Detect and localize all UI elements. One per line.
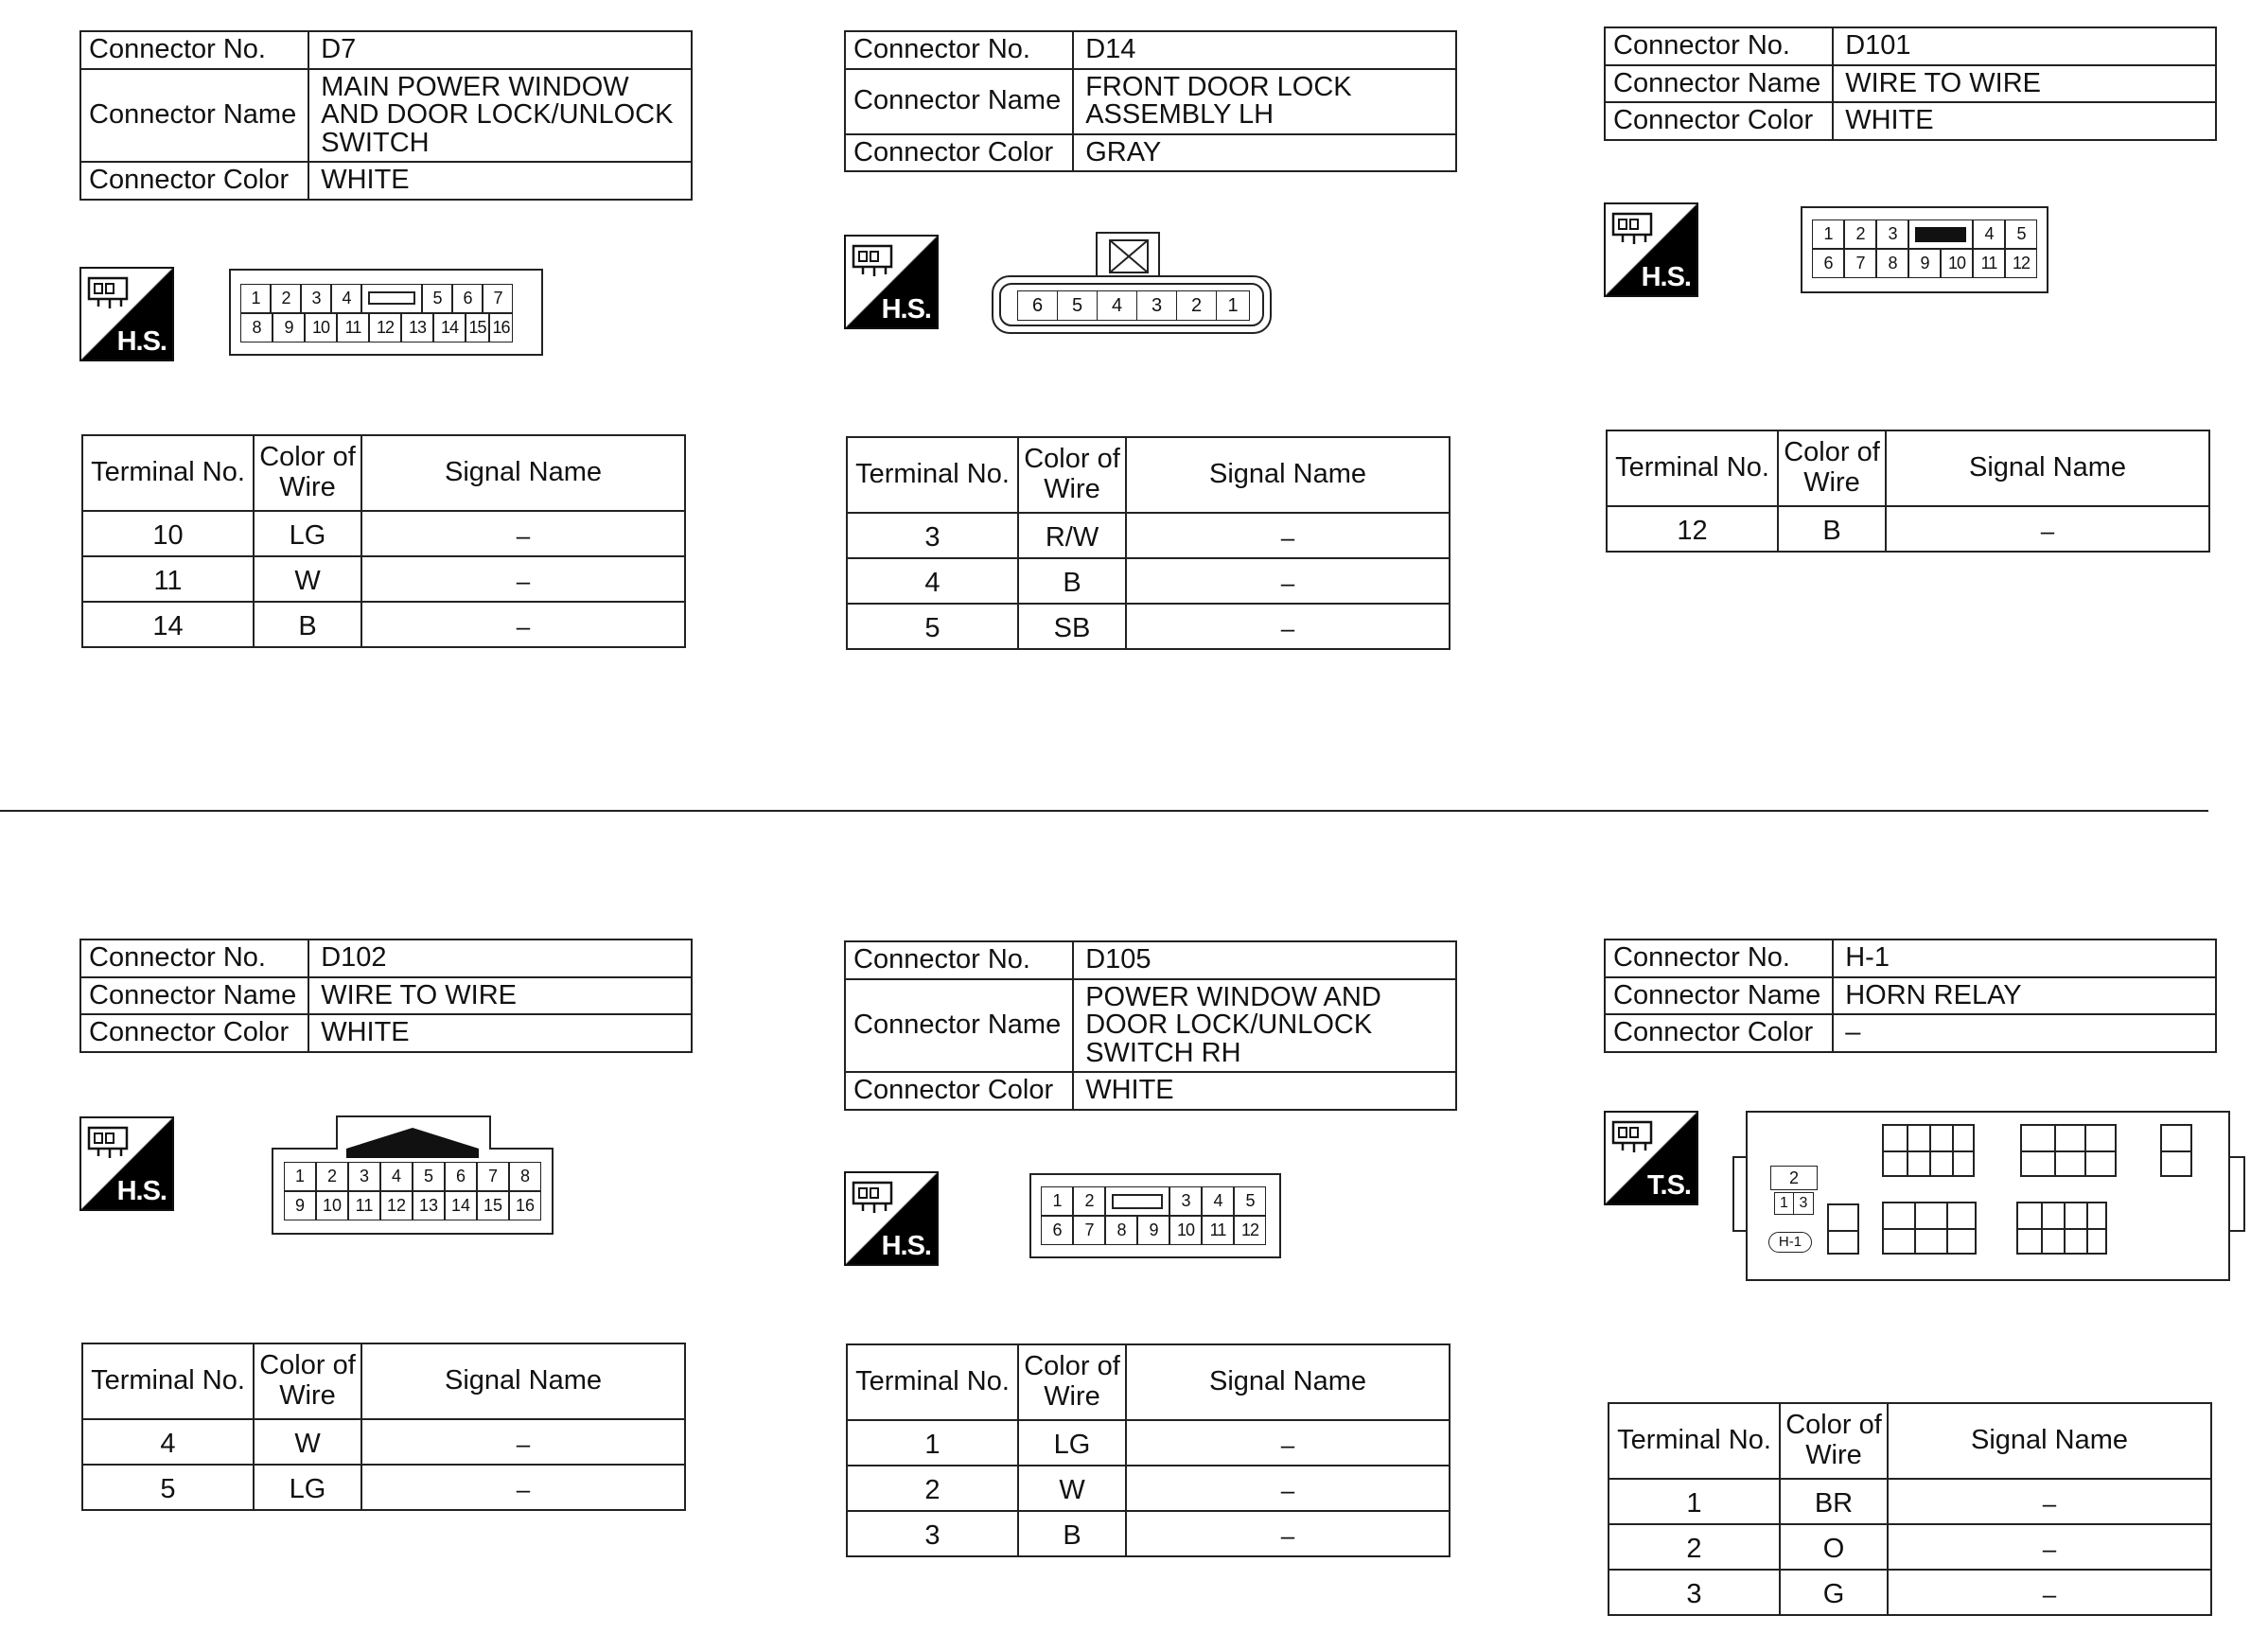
connector-no-value: D102 — [308, 939, 692, 977]
connector-name-line: WIRE TO WIRE — [1845, 67, 2041, 98]
pin: 12 — [1234, 1216, 1266, 1245]
signal-name-cell: – — [1888, 1570, 2211, 1615]
key-cell — [1908, 219, 1973, 249]
pin: 8 — [509, 1162, 541, 1191]
connector-name-value — [1073, 979, 1456, 1073]
pin: 3 — [1876, 219, 1908, 249]
connector-color-value: WHITE — [308, 1014, 692, 1052]
connector-no-value: D105 — [1073, 941, 1456, 979]
connector-info-table — [844, 940, 1457, 1111]
relay-pin-block — [1770, 1166, 1818, 1219]
signal-name-header: Signal Name — [1126, 437, 1450, 513]
connector-name-label: Connector Name — [845, 979, 1073, 1073]
signal-name-cell: – — [361, 1419, 685, 1465]
pin: 1 — [240, 284, 271, 313]
hs-label: H.S. — [881, 1231, 931, 1261]
pin: 15 — [477, 1191, 509, 1220]
connector-name-value — [308, 977, 692, 1015]
pin: 10 — [316, 1191, 348, 1220]
connector-info-table — [79, 30, 693, 201]
pin: 6 — [452, 284, 483, 313]
harness-side-icon — [844, 1171, 939, 1266]
connector-plug-icon — [1611, 210, 1661, 248]
connector-plug-icon — [852, 1179, 901, 1217]
pin: 10 — [305, 313, 337, 342]
pin: 1 — [1775, 1193, 1794, 1214]
connector-no-value: D101 — [1833, 27, 2216, 65]
terminal-no-cell: 5 — [847, 604, 1018, 649]
connector-no-label: Connector No. — [1605, 939, 1833, 977]
wire-color-cell: W — [254, 556, 361, 602]
key-cell — [1105, 1186, 1169, 1216]
hs-label: H.S. — [116, 1176, 167, 1206]
pin: 8 — [240, 313, 273, 342]
relay-slot — [1882, 1124, 1975, 1177]
wire-color-cell: W — [254, 1419, 361, 1465]
signal-name-cell: – — [1126, 1511, 1450, 1556]
pin: 8 — [1876, 249, 1908, 278]
connector-face-diagram — [271, 1113, 556, 1238]
connector-color-value: WHITE — [1073, 1072, 1456, 1110]
key-cell — [361, 284, 422, 313]
signal-name-cell: – — [1126, 1420, 1450, 1466]
connector-no-label: Connector No. — [1605, 27, 1833, 65]
pin: 3 — [1137, 290, 1177, 321]
connector-name-label: Connector Name — [80, 977, 308, 1015]
signal-name-header: Signal Name — [361, 1343, 685, 1419]
relay-block-diagram — [1732, 1111, 2247, 1281]
pin: 6 — [1812, 249, 1844, 278]
section-divider — [0, 810, 2208, 812]
terminal-no-cell: 4 — [847, 558, 1018, 604]
pin: 5 — [2005, 219, 2037, 249]
pin: 10 — [1169, 1216, 1202, 1245]
pin: 1 — [1227, 295, 1239, 316]
connector-name-line: DOOR LOCK/UNLOCK — [1085, 1010, 1373, 1041]
pin: 12 — [380, 1191, 413, 1220]
terminal-no-cell: 12 — [1607, 506, 1778, 552]
pin: 2 — [1073, 1186, 1105, 1216]
connector-color-label: Connector Color — [1605, 102, 1833, 140]
relay-side-tab — [1732, 1156, 1748, 1232]
color-of-wire-header: Color of Wire — [1018, 1344, 1126, 1420]
table-row — [847, 604, 1450, 649]
pin: 9 — [284, 1191, 316, 1220]
signal-name-cell: – — [1126, 558, 1450, 604]
pin: 9 — [1908, 249, 1941, 278]
signal-name-cell: – — [1126, 604, 1450, 649]
terminal-no-cell: 11 — [82, 556, 254, 602]
connector-panel-d105 — [844, 940, 1457, 1551]
connector-color-value: GRAY — [1073, 134, 1456, 172]
terminal-no-cell: 1 — [1609, 1479, 1780, 1524]
wire-color-cell: O — [1780, 1524, 1888, 1570]
terminal-no-cell: 3 — [1609, 1570, 1780, 1615]
pin: 7 — [1073, 1216, 1105, 1245]
signal-name-header: Signal Name — [1886, 430, 2209, 506]
terminal-no-header: Terminal No. — [82, 435, 254, 511]
pin: 1 — [1041, 1186, 1073, 1216]
terminal-no-header: Terminal No. — [1607, 430, 1778, 506]
pin: 4 — [331, 284, 361, 313]
pin: 2 — [1770, 1166, 1818, 1190]
relay-slot — [1882, 1202, 1977, 1255]
terminal-no-cell: 2 — [1609, 1524, 1780, 1570]
connector-face-diagram — [229, 269, 543, 356]
hs-label: H.S. — [1641, 262, 1691, 292]
terminal-no-header: Terminal No. — [847, 437, 1018, 513]
pin: 5 — [1234, 1186, 1266, 1216]
connector-panel-d102 — [79, 939, 693, 1504]
relay-pin-row — [1774, 1192, 1814, 1215]
table-row — [82, 602, 685, 647]
pin: 9 — [273, 313, 305, 342]
pin: 6 — [1041, 1216, 1073, 1245]
pin: 12 — [369, 313, 401, 342]
connector-no-label: Connector No. — [845, 31, 1073, 69]
connector-no-label: Connector No. — [80, 31, 308, 69]
pin: 12 — [2005, 249, 2037, 278]
connector-info-table — [1604, 939, 2217, 1053]
color-of-wire-header: Color of Wire — [1780, 1403, 1888, 1479]
terminal-no-cell: 14 — [82, 602, 254, 647]
pin: 15 — [466, 313, 489, 342]
table-row — [1607, 506, 2209, 552]
pin: 5 — [413, 1162, 445, 1191]
terminal-no-header: Terminal No. — [847, 1344, 1018, 1420]
connector-name-line: SWITCH RH — [1085, 1037, 1241, 1068]
pin: 14 — [445, 1191, 477, 1220]
pin: 4 — [1973, 219, 2005, 249]
table-row — [847, 1511, 1450, 1556]
pin: 3 — [1799, 1195, 1808, 1211]
pin: 16 — [489, 313, 513, 342]
pin-row — [1017, 290, 1250, 321]
relay-slot — [2020, 1124, 2117, 1177]
signal-name-header: Signal Name — [361, 435, 685, 511]
connector-panel-h1 — [1604, 939, 2217, 1609]
connector-face-diagram — [1029, 1173, 1281, 1258]
table-row — [847, 1466, 1450, 1511]
connector-color-label: Connector Color — [80, 1014, 308, 1052]
wire-color-cell: LG — [254, 1465, 361, 1510]
pin: 3 — [1169, 1186, 1202, 1216]
pin: 7 — [483, 284, 513, 313]
connector-plug-icon — [1611, 1118, 1661, 1156]
relay-slot — [2016, 1202, 2107, 1255]
connector-name-label: Connector Name — [845, 69, 1073, 134]
wire-color-cell: B — [1778, 506, 1886, 552]
pin: 13 — [413, 1191, 445, 1220]
pin: 8 — [1105, 1216, 1137, 1245]
connector-name-label: Connector Name — [1605, 977, 1833, 1015]
table-row — [82, 1419, 685, 1465]
table-row — [82, 511, 685, 556]
connector-info-table — [79, 939, 693, 1053]
harness-side-icon — [79, 1116, 174, 1211]
connector-color-label: Connector Color — [80, 162, 308, 200]
terminal-table — [846, 436, 1450, 650]
pin: 3 — [301, 284, 331, 313]
pin: 7 — [477, 1162, 509, 1191]
key-slot-filled — [1915, 227, 1966, 242]
signal-name-cell: – — [361, 602, 685, 647]
terminal-table — [81, 1343, 686, 1511]
wire-color-cell: G — [1780, 1570, 1888, 1615]
table-row — [1609, 1570, 2211, 1615]
key-slot — [1112, 1194, 1163, 1209]
harness-side-icon — [844, 235, 939, 329]
table-row — [82, 556, 685, 602]
connector-plug-icon — [852, 242, 901, 280]
table-row — [847, 513, 1450, 558]
signal-name-cell: – — [1126, 513, 1450, 558]
pin: 14 — [433, 313, 466, 342]
pin: 11 — [1202, 1216, 1234, 1245]
pin: 11 — [348, 1191, 380, 1220]
connector-name-line: ASSEMBLY LH — [1085, 99, 1275, 131]
connector-color-label: Connector Color — [1605, 1014, 1833, 1052]
connector-info-table — [844, 30, 1457, 172]
color-of-wire-header: Color of Wire — [254, 1343, 361, 1419]
signal-name-cell: – — [361, 556, 685, 602]
terminal-table — [846, 1343, 1450, 1557]
terminal-no-header: Terminal No. — [1609, 1403, 1780, 1479]
connector-plug-icon — [87, 274, 136, 312]
terminal-no-cell: 1 — [847, 1420, 1018, 1466]
signal-name-cell: – — [1886, 506, 2209, 552]
connector-plug-icon — [87, 1124, 136, 1162]
table-row — [1609, 1479, 2211, 1524]
connector-name-line: WIRE TO WIRE — [321, 979, 517, 1010]
pin: 3 — [348, 1162, 380, 1191]
color-of-wire-header: Color of Wire — [1018, 437, 1126, 513]
hs-label: H.S. — [116, 326, 167, 357]
connector-name-label: Connector Name — [1605, 65, 1833, 103]
relay-side-tab — [2228, 1156, 2245, 1232]
pin: 2 — [316, 1162, 348, 1191]
pin: 4 — [380, 1162, 413, 1191]
terminal-table — [1608, 1402, 2212, 1616]
connector-name-line: SWITCH — [321, 127, 430, 158]
pin: 5 — [1058, 290, 1098, 321]
table-row — [847, 558, 1450, 604]
wire-color-cell: LG — [254, 511, 361, 556]
signal-name-cell: – — [361, 511, 685, 556]
connector-color-label: Connector Color — [845, 1072, 1073, 1110]
harness-side-icon — [79, 267, 174, 361]
terminal-no-cell: 5 — [82, 1465, 254, 1510]
terminal-no-cell: 2 — [847, 1466, 1018, 1511]
pin: 2 — [1844, 219, 1876, 249]
pin: 5 — [422, 284, 452, 313]
pin: 1 — [1812, 219, 1844, 249]
pin: 6 — [1018, 290, 1058, 321]
connector-name-value — [1833, 977, 2216, 1015]
wire-color-cell: B — [254, 602, 361, 647]
harness-side-icon — [1604, 202, 1698, 297]
terminal-side-icon — [1604, 1111, 1698, 1205]
table-row — [82, 1465, 685, 1510]
signal-name-cell: – — [1126, 1466, 1450, 1511]
pin: 1 — [284, 1162, 316, 1191]
connector-face-diagram — [1801, 206, 2048, 293]
relay-block-outline — [1746, 1111, 2230, 1281]
connector-housing-outline — [991, 231, 1275, 344]
signal-name-cell: – — [1888, 1524, 2211, 1570]
wire-color-cell: B — [1018, 1511, 1126, 1556]
wire-color-cell: SB — [1018, 604, 1126, 649]
signal-name-header: Signal Name — [1126, 1344, 1450, 1420]
pin: 10 — [1941, 249, 1973, 278]
connector-panel-d7 — [79, 30, 693, 641]
connector-name-line: MAIN POWER WINDOW — [321, 71, 629, 102]
connector-face-diagram — [991, 231, 1275, 344]
wire-color-cell: W — [1018, 1466, 1126, 1511]
pin: 16 — [509, 1191, 541, 1220]
connector-color-label: Connector Color — [845, 134, 1073, 172]
pin: 4 — [1202, 1186, 1234, 1216]
terminal-no-cell: 4 — [82, 1419, 254, 1465]
color-of-wire-header: Color of Wire — [254, 435, 361, 511]
relay-slot — [1827, 1203, 1859, 1255]
relay-position-label: H-1 — [1768, 1232, 1812, 1253]
terminal-table — [1606, 430, 2210, 553]
terminal-no-cell: 3 — [847, 513, 1018, 558]
connector-color-value: WHITE — [1833, 102, 2216, 140]
hs-label: H.S. — [881, 294, 931, 325]
signal-name-cell: – — [1888, 1479, 2211, 1524]
connector-color-value: WHITE — [308, 162, 692, 200]
pin: 13 — [401, 313, 433, 342]
connector-no-label: Connector No. — [80, 939, 308, 977]
terminal-no-cell: 3 — [847, 1511, 1018, 1556]
connector-panel-d101 — [1604, 26, 2217, 546]
terminal-table — [81, 434, 686, 648]
connector-info-table — [1604, 26, 2217, 141]
table-row — [847, 1420, 1450, 1466]
pin: 6 — [445, 1162, 477, 1191]
terminal-no-cell: 10 — [82, 511, 254, 556]
pin: 11 — [1973, 249, 2005, 278]
connector-name-line: HORN RELAY — [1845, 979, 2022, 1010]
connector-name-label: Connector Name — [80, 69, 308, 163]
signal-name-cell: – — [361, 1465, 685, 1510]
connector-name-value — [1073, 69, 1456, 134]
wire-color-cell: LG — [1018, 1420, 1126, 1466]
connector-name-value — [1833, 65, 2216, 103]
connector-no-label: Connector No. — [845, 941, 1073, 979]
connector-no-value: H-1 — [1833, 939, 2216, 977]
wire-color-cell: B — [1018, 558, 1126, 604]
connector-name-line: POWER WINDOW AND — [1085, 981, 1381, 1012]
ts-label: T.S. — [1647, 1170, 1691, 1201]
pin: 2 — [1177, 290, 1217, 321]
pin: 7 — [1844, 249, 1876, 278]
signal-name-header: Signal Name — [1888, 1403, 2211, 1479]
connector-name-value — [308, 69, 692, 163]
wire-color-cell: BR — [1780, 1479, 1888, 1524]
connector-panel-d14 — [844, 30, 1457, 643]
color-of-wire-header: Color of Wire — [1778, 430, 1886, 506]
relay-slot — [2160, 1124, 2192, 1177]
pin: 9 — [1137, 1216, 1169, 1245]
table-row — [1609, 1524, 2211, 1570]
pin: 2 — [271, 284, 301, 313]
pin: 4 — [1098, 290, 1137, 321]
terminal-no-header: Terminal No. — [82, 1343, 254, 1419]
key-slot — [368, 291, 415, 305]
wire-color-cell: R/W — [1018, 513, 1126, 558]
connector-name-line: FRONT DOOR LOCK — [1085, 71, 1352, 102]
connector-name-line: AND DOOR LOCK/UNLOCK — [321, 99, 674, 131]
connector-no-value: D14 — [1073, 31, 1456, 69]
connector-color-value: – — [1833, 1014, 2216, 1052]
pin: 11 — [337, 313, 369, 342]
connector-no-value: D7 — [308, 31, 692, 69]
